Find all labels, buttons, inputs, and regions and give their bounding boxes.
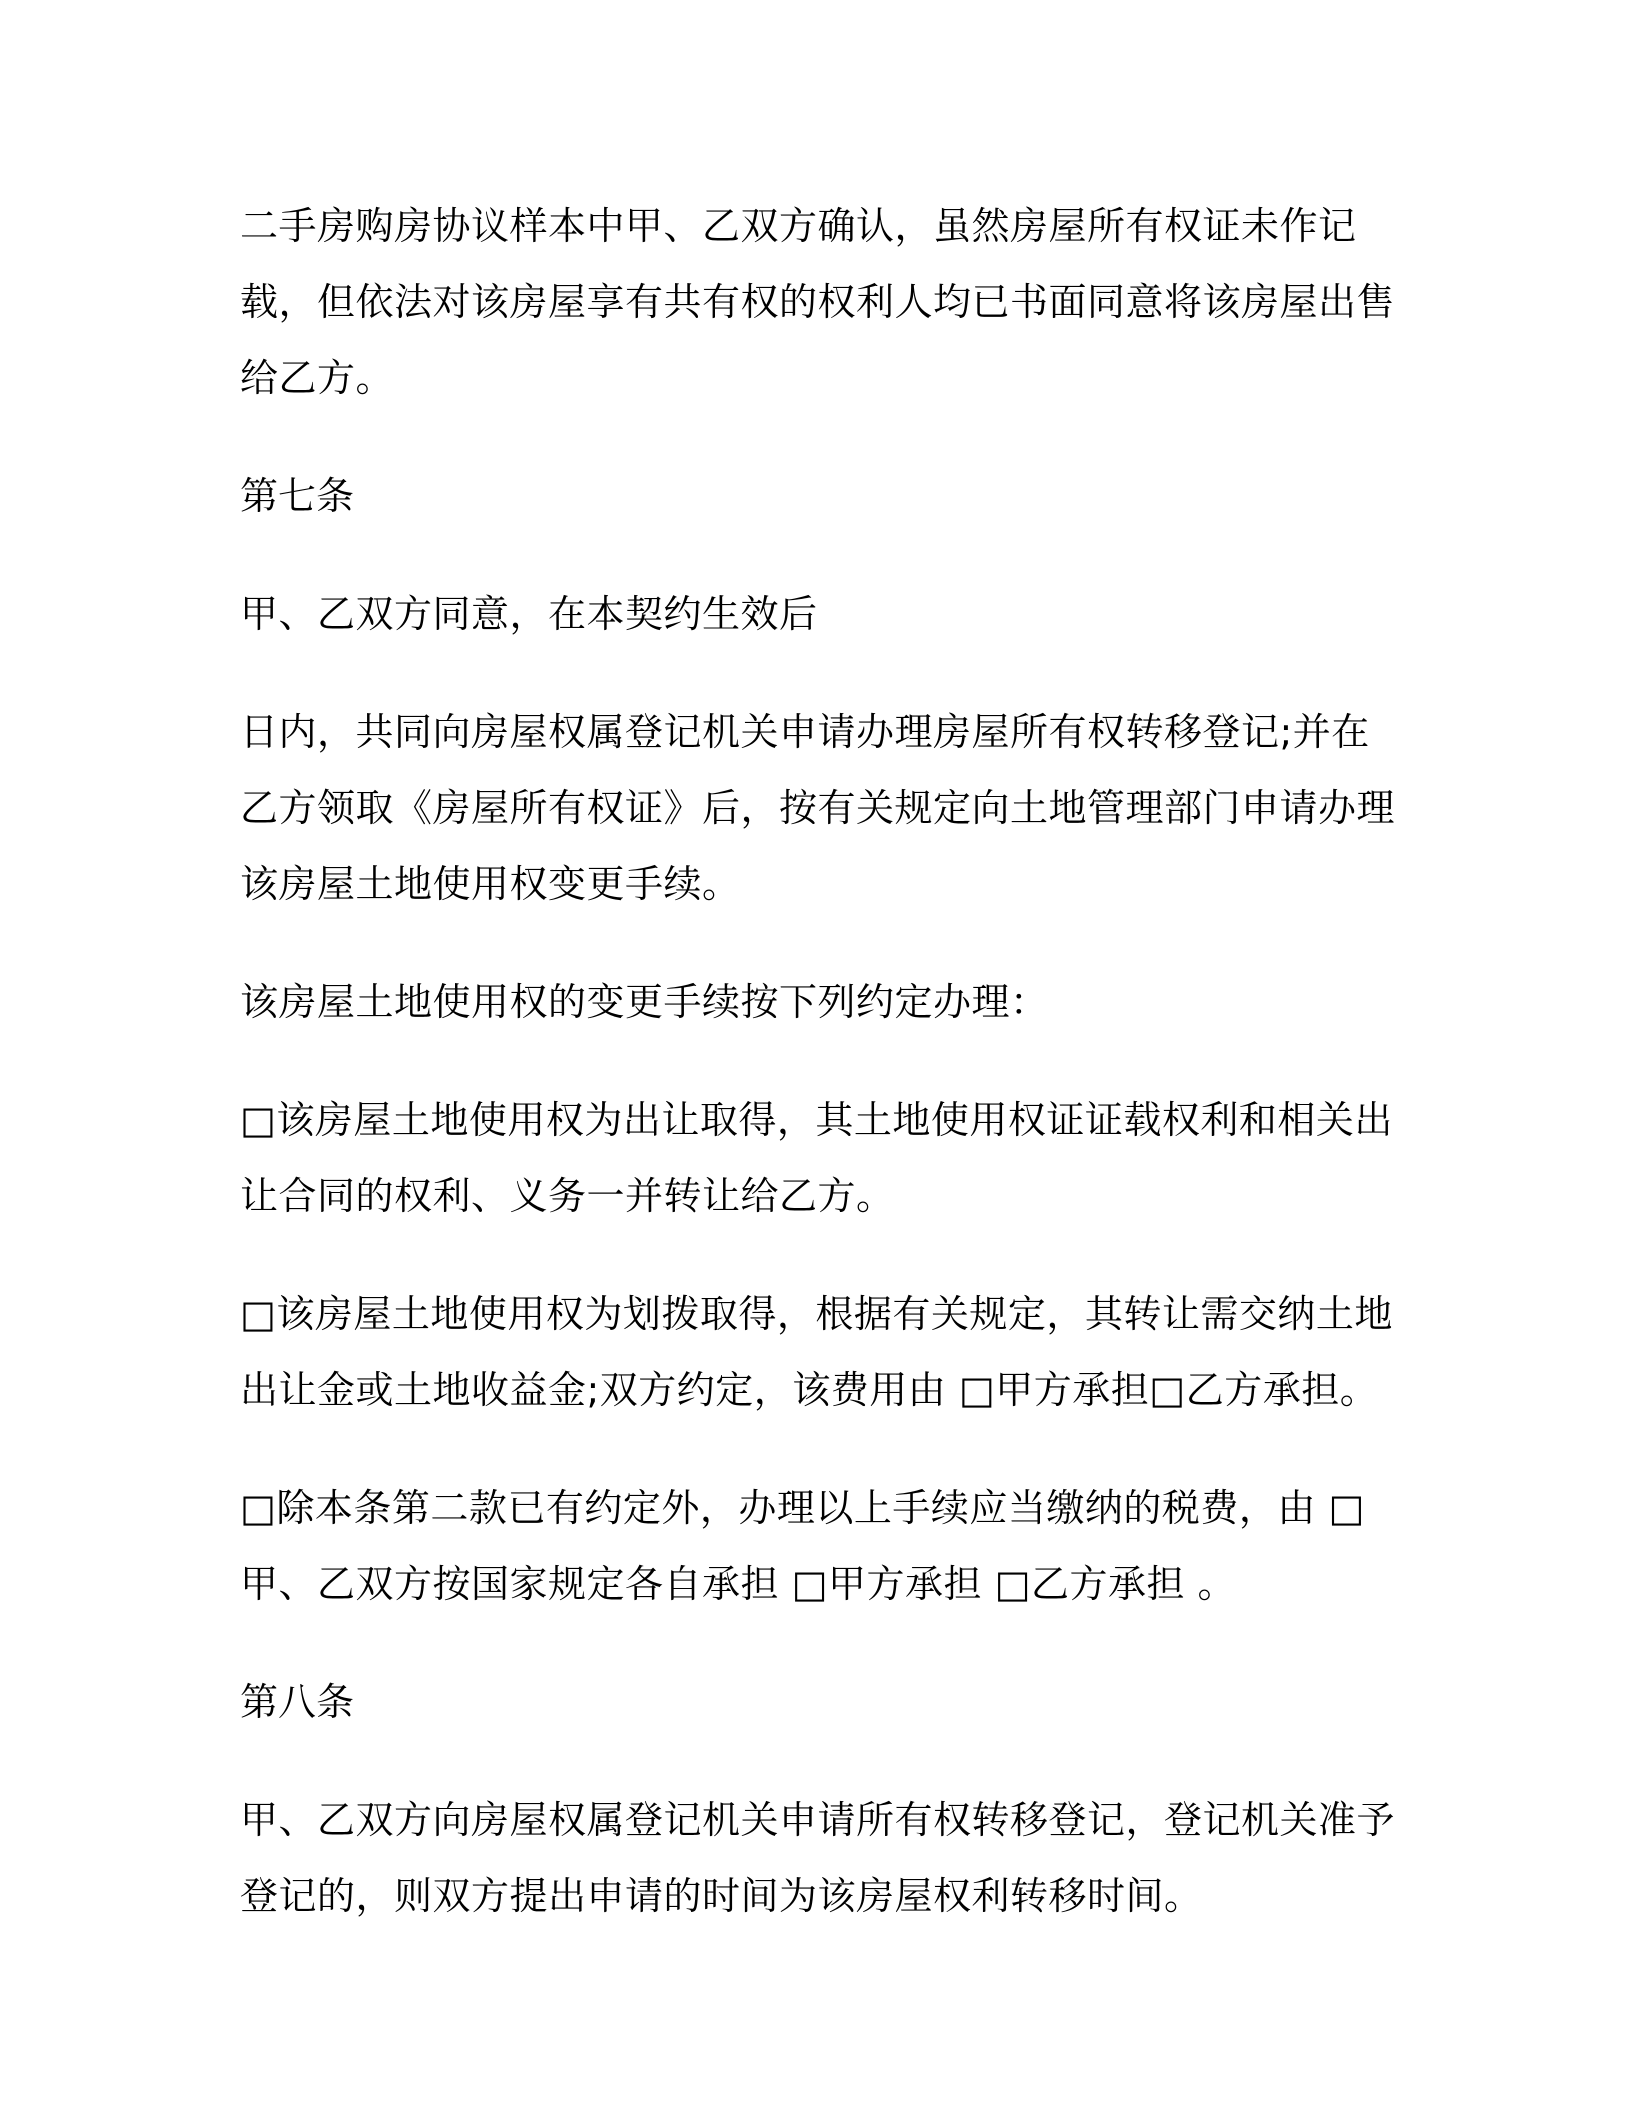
paragraph-land-use-procedure: 该房屋土地使用权的变更手续按下列约定办理： (240, 980, 1049, 1024)
paragraph-article-7-intro: 甲、乙双方同意，在本契约生效后 (240, 592, 818, 636)
document-body (240, 188, 1400, 1976)
paragraph-transfer-registration: 日内，共同向房屋权属登记机关申请办理房屋所有权转移登记;并在乙方领取《房屋所有权证》后，按有关规定向土地管理部门申请办理该房屋土地使用权变更手续。 (240, 710, 1396, 906)
paragraph-option-taxes: □除本条第二款已有约定外，办理以上手续应当缴纳的税费，由 □甲、乙双方按国家规定各自承担 □甲方承担 □乙方承担 。 (240, 1486, 1365, 1606)
paragraph-option-allocated-land: □该房屋土地使用权为划拨取得，根据有关规定，其转让需交纳土地出让金或土地收益金;双方约定，该费用由 □甲方承担□乙方承担。 (240, 1292, 1393, 1412)
article-8-heading: 第八条 (240, 1680, 355, 1724)
paragraph-transfer-time: 甲、乙双方向房屋权属登记机关申请所有权转移登记，登记机关准予登记的，则双方提出申请的时间为该房屋权利转移时间。 (240, 1798, 1396, 1918)
paragraph-option-granted-land: □该房屋土地使用权为出让取得，其土地使用权证证载权利和相关出让合同的权利、义务一并转让给乙方。 (240, 1098, 1393, 1218)
article-7-heading: 第七条 (240, 474, 355, 518)
paragraph-co-ownership-consent: 二手房购房协议样本中甲、乙双方确认，虽然房屋所有权证未作记载，但依法对该房屋享有共有权的权利人均已书面同意将该房屋出售给乙方。 (240, 204, 1396, 400)
